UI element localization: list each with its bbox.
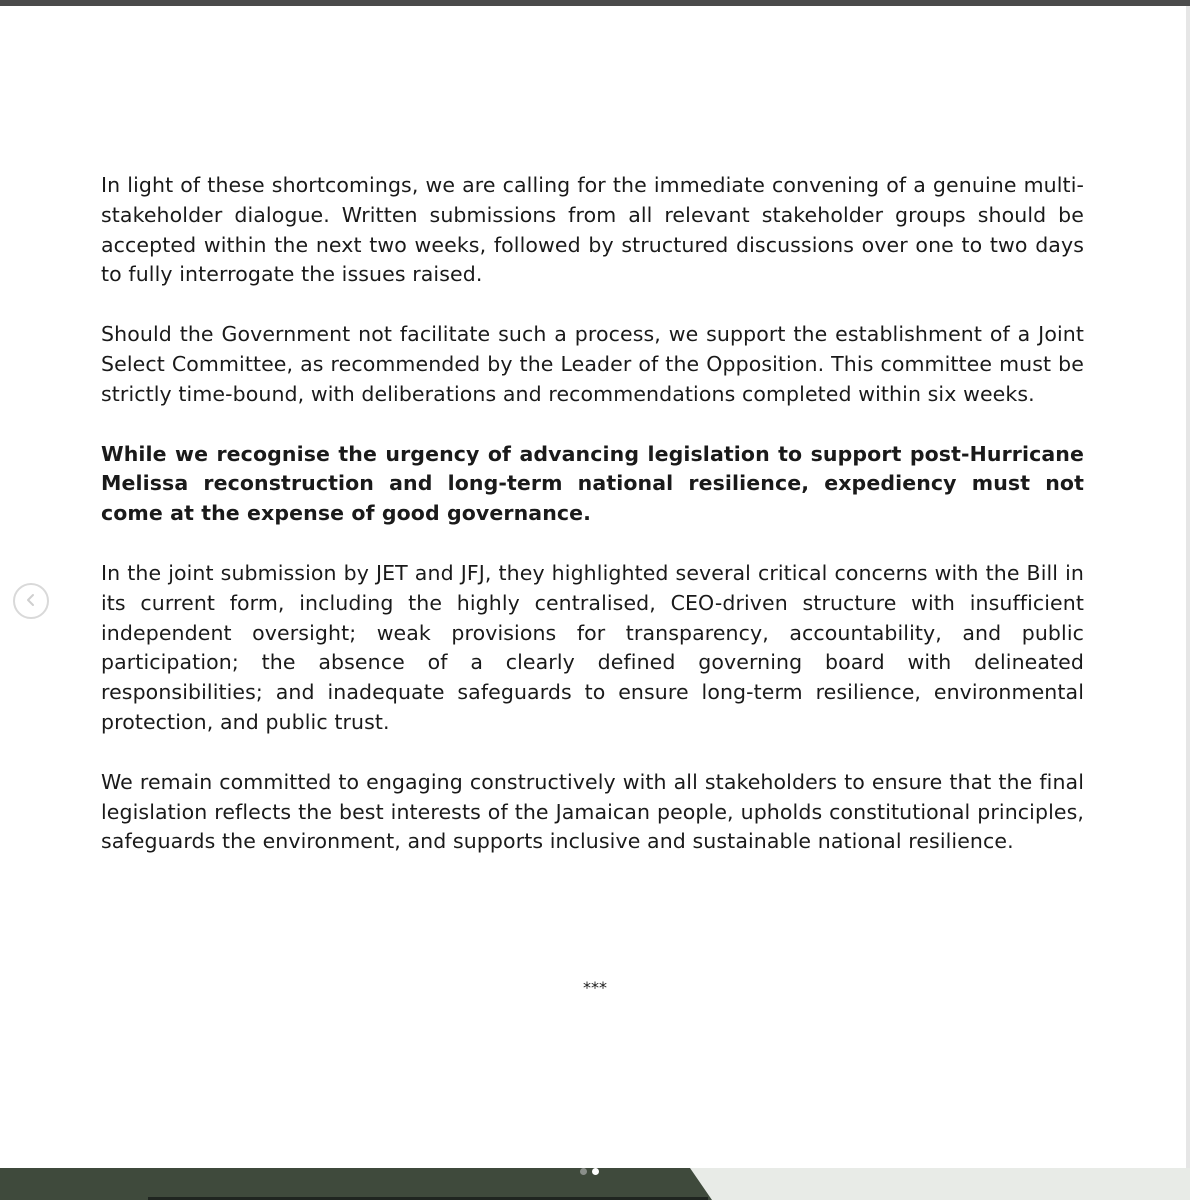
separator-text: *** bbox=[583, 978, 607, 997]
carousel-indicator bbox=[580, 1166, 599, 1176]
carousel-dot-2[interactable] bbox=[592, 1168, 599, 1175]
document-page bbox=[101, 171, 1084, 887]
paragraph-joint-submission: In the joint submission by JET and JFJ, they highlighted several critical concerns with the Bill in its current form, including the highly centralised, CEO-driven structure with insufficient independent oversight; weak provisions for transparency, accountability, and public participation; the absence of a clearly defined governing board with delineated responsibilities; and inadequate safeguards to ensure long-term resilience, environmental protection, and public trust. bbox=[101, 560, 1084, 734]
carousel-dot-1[interactable] bbox=[580, 1168, 587, 1175]
footer-light-panel bbox=[690, 1168, 1190, 1200]
chevron-left-icon bbox=[24, 592, 38, 611]
top-bar bbox=[0, 0, 1190, 6]
paragraph-joint-select-committee: Should the Government not facilitate such a process, we support the establishment of a Joint Select Committee, as recommended by the Leader of the Opposition. This committee must be strictly time-bound, with deliberations and recommendations completed within six weeks. bbox=[101, 322, 1084, 406]
paragraph-commitment: We remain committed to engaging constructively with all stakeholders to ensure that the final legislation reflects the best interests of the Jamaican people, upholds constitutional principles, safeguards the environment, and supports inclusive and sustainable national resilience. bbox=[101, 769, 1084, 854]
previous-slide-button[interactable] bbox=[13, 583, 49, 619]
end-separator bbox=[0, 978, 1190, 997]
paragraph-urgency-statement: While we recognise the urgency of advancing legislation to support post-Hurricane Melissa reconstruction and long-term national resilience, expediency must not come at the expense of good governance. bbox=[101, 441, 1084, 526]
paragraph-dialogue: In light of these shortcomings, we are calling for the immediate convening of a genuine multi-stakeholder dialogue. Written submissions from all relevant stakeholder groups should be accepted within the next two weeks, followed by structured discussions over one to two days to fully interrogate the issues raised. bbox=[101, 173, 1084, 287]
